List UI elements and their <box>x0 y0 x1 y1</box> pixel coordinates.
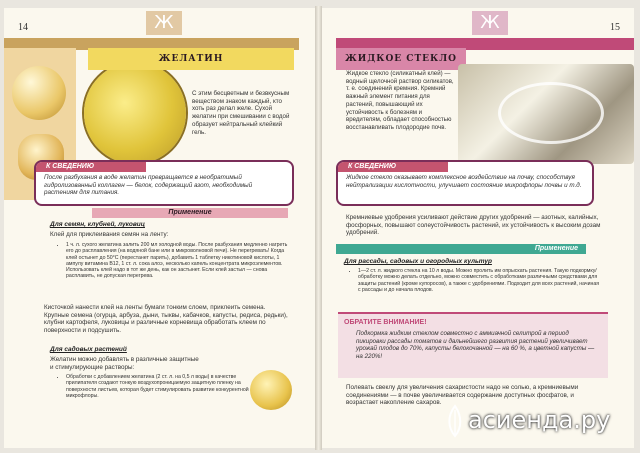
bullet-sticker <box>54 374 250 399</box>
letter-badge: Ж <box>472 11 508 35</box>
subheading-seeds: Для семян, клубней, луковиц <box>50 221 145 228</box>
right-page <box>322 8 634 448</box>
intro-text: С этим бесцветным и безвкусным веществом знаком каждый, кто хоть раз делал желе. Сухой желатин при смешивании с водой образует нейтральный клейкий гель. <box>192 90 290 136</box>
left-page <box>4 8 315 448</box>
page-number: 15 <box>610 22 620 33</box>
attention-text: Подкормка жидким стеклом совместно с аммиачной селитрой в период пикировки рассады томатов и дальнейшего развития растений увеличивает урожай плодов до 70%, капусты белокочанной — на 60 %, а цветной капусты — на 220%! <box>356 330 595 361</box>
info-box-text: После разбухания в воде желатин превращается в необратимый гидролизованный коллаген — белок, содержащий азот, необходимый растениям для питания. <box>44 174 253 197</box>
bullet-glue-recipe <box>54 242 290 280</box>
watermark <box>444 404 624 440</box>
section-heading: Применение <box>92 208 288 218</box>
list-item: • 1—2 ст. л. жидкого стекла на 10 л воды. Можно пролить им опрыскать растения. Такую подкормку/обработку можно делать отдельно, можно совместить с обработками различными средствами для защиты растений (кроме купоросов), а также с удобрениями. Подходит для всех растений, начиная с рассады и до начала плодов. <box>358 268 602 293</box>
paragraph-application: Кисточкой нанести клей на ленты бумаги тонким слоем, приклеить семена. Крупные семена (огурца, арбуза, дыни, тыквы, кабачков, капусты, редиса, редьки), клубни картофеля, луковицы и различные корневища обработать клеем по поверхности и подсушить. <box>44 304 288 335</box>
attention-header: ОБРАТИТЕ ВНИМАНИЕ! <box>344 319 427 326</box>
attention-box <box>338 312 608 378</box>
page-title: ЖИДКОЕ СТЕКЛО <box>336 48 466 70</box>
section-heading: Применение <box>336 244 586 254</box>
subheading-seedlings: Для рассады, садовых и огородных культур <box>344 258 492 265</box>
page-number: 14 <box>18 22 28 33</box>
info-box-header: К СВЕДЕНИЮ <box>36 162 146 172</box>
paragraph-fertilizers: Кремниевые удобрения усиливают действие других удобрений — азотных, калийных, фосфорных, повышают солеустойчивость растений, их устойчивость к высоким дозам удобрений. <box>346 214 601 237</box>
paragraph-beet: Полевать свеклу для увеличения сахаристости надо не солью, а кремниевыми соединениями — в почве увеличивается содержание доступных фосфатов, и возрастает накопление сахаров. <box>346 384 579 407</box>
gelatin-photo-granules <box>84 62 186 164</box>
liquid-glass-photo <box>458 64 634 164</box>
paragraph-solutions: Желатин можно добавлять в различные защитные и стимулирующие растворы: <box>50 356 199 371</box>
gelatin-dish-photo <box>250 370 292 410</box>
bullet-dosage <box>346 268 602 293</box>
leaf-logo-icon <box>444 404 466 438</box>
info-box <box>336 160 594 206</box>
watermark-text: асиенда.ру <box>468 406 611 434</box>
intro-text: Жидкое стекло (силикатный клей) — водный щелочной раствор силикатов, т. е. соединений кремния. Кремний важный элемент питания для растений, повышающий их устойчивость к болезням и вредителям, обладает способностью восстанавливать плодородие почв. <box>346 70 454 131</box>
subheading-garden: Для садовых растений <box>50 346 127 353</box>
info-box-header: К СВЕДЕНИЮ <box>338 162 448 172</box>
info-box-text: Жидкое стекло оказывает комплексное воздействие на почву, способствуя нейтрализации кислотности, улучшает состояние микрофлоры почвы и т.д. <box>346 174 582 189</box>
info-box <box>34 160 294 206</box>
paragraph-glue: Клей для приклеивания семян на ленту: <box>50 231 169 238</box>
list-item: • Обработки с добавлением желатина (2 ст. л. на 0,5 л воды) в качестве прилипателя создают тонкую воздухопроницаемую защитную пленку на поверхности листьев, которая будет стимулировать развитие конкурентной микрофлоры. <box>66 374 250 399</box>
list-item: • 1 ч. л. сухого желатина залить 200 мл холодной воды. После разбухания медленно нагреть его до расплавления (на водяной бане или в микроволновой печи). Не перегревать! Когда клей остынет до 50°С (перестанет парить), добавить 1 таблетку никотиновой кислоты, 1 ампулу витамина В12, 1 ст. л. сока алоэ, несколько капель концентрата микроэлементов. Использовать клей надо в тот же день, как он застынет. Если клей застыл — снова расплавить, не допуская перегрева. <box>66 242 290 280</box>
page-title: ЖЕЛАТИН <box>88 48 294 70</box>
letter-badge: Ж <box>146 11 182 35</box>
book-spine <box>315 6 322 450</box>
